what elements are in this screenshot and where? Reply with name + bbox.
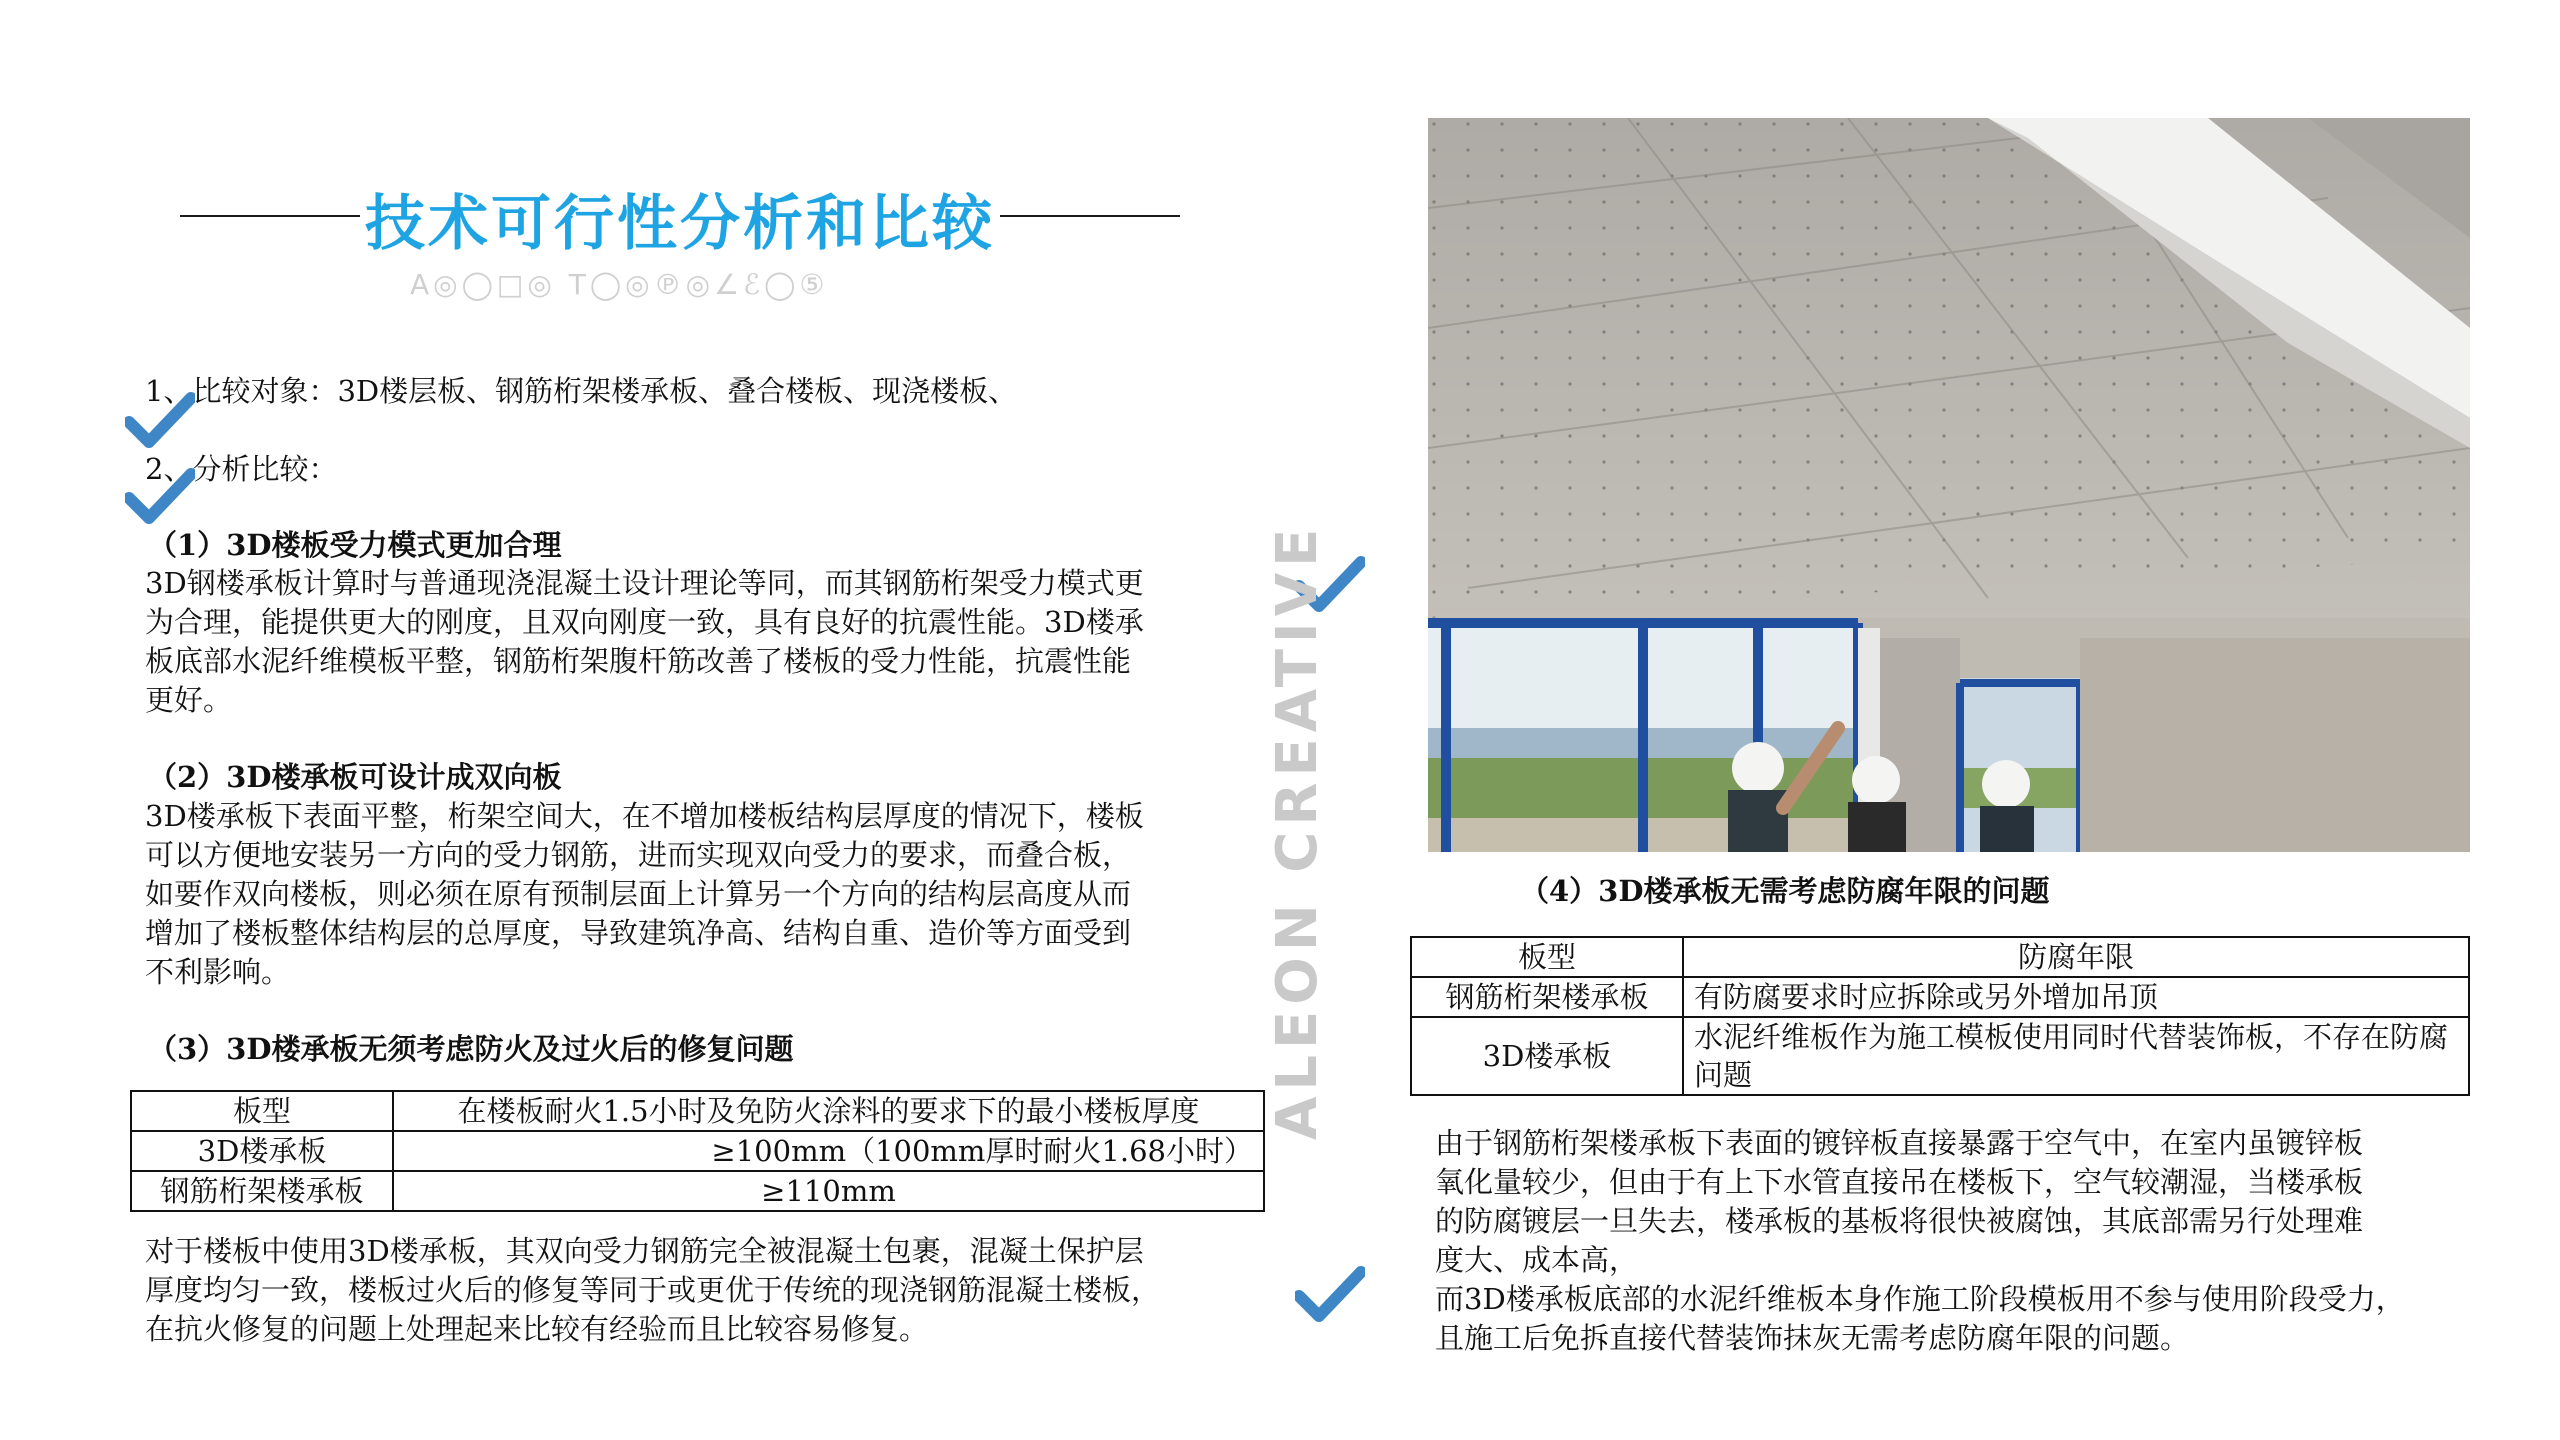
- section4-line: 且施工后免拆直接代替装饰抹灰无需考虑防腐年限的问题。: [1435, 1321, 2190, 1355]
- table-cell: 钢筋桁架楼承板: [131, 1171, 393, 1211]
- section1-line: 3D钢楼承板计算时与普通现浇混凝土设计理论等同，而其钢筋桁架受力模式更: [145, 566, 1144, 600]
- table-cell: 水泥纤维板作为施工模板使用同时代替装饰板，不存在防腐问题: [1683, 1017, 2469, 1095]
- section4-line: 的防腐镀层一旦失去，楼承板的基板将很快被腐蚀，其底部需另行处理难: [1435, 1204, 2364, 1238]
- section2-line: 3D楼承板下表面平整，桁架空间大，在不增加楼板结构层厚度的情况下，楼板: [145, 799, 1144, 833]
- section2-body: [145, 797, 1275, 992]
- table-cell: ≥100mm（100mm厚时耐火1.68小时）: [393, 1131, 1264, 1171]
- check-icon: [125, 392, 195, 450]
- table-row: [131, 1171, 1264, 1211]
- section2-heading: （2）3D楼承板可设计成双向板: [148, 760, 562, 794]
- section3-heading: （3）3D楼承板无须考虑防火及过火后的修复问题: [148, 1032, 794, 1066]
- section2-line: 增加了楼板整体结构层的总厚度，导致建筑净高、结构自重、造价等方面受到: [145, 916, 1132, 950]
- table-row: [1411, 1017, 2469, 1095]
- section4-line: 由于钢筋桁架楼承板下表面的镀锌板直接暴露于空气中，在室内虽镀锌板: [1435, 1126, 2364, 1160]
- section3-line: 对于楼板中使用3D楼承板，其双向受力钢筋完全被混凝土包裹，混凝土保护层: [145, 1234, 1144, 1268]
- table-cell: 钢筋桁架楼承板: [1411, 977, 1683, 1017]
- section1-line: 板底部水泥纤维模板平整，钢筋桁架腹杆筋改善了楼板的受力性能，抗震性能: [145, 644, 1132, 678]
- table-cell: ≥110mm: [393, 1171, 1264, 1211]
- table-cell: 有防腐要求时应拆除或另外增加吊顶: [1683, 977, 2469, 1017]
- section3-body: [145, 1232, 1285, 1349]
- title-rule-right: [1000, 215, 1180, 217]
- check-icon: [125, 468, 195, 526]
- table-row: [1411, 977, 2469, 1017]
- section4-line: 而3D楼承板底部的水泥纤维板本身作施工阶段模板用不参与使用阶段受力，: [1435, 1282, 2405, 1316]
- table-cell: 3D楼承板: [1411, 1017, 1683, 1095]
- section4-line: 氧化量较少，但由于有上下水管直接吊在楼板下，空气较潮湿，当楼承板: [1435, 1165, 2364, 1199]
- section1-heading: （1）3D楼板受力模式更加合理: [148, 528, 562, 562]
- page-title: 技术可行性分析和比较: [365, 189, 995, 259]
- section1-line: 为合理，能提供更大的刚度，且双向刚度一致，具有良好的抗震性能。3D楼承: [145, 605, 1144, 639]
- table-row: [131, 1131, 1264, 1171]
- check-icon: [1295, 1266, 1365, 1324]
- construction-photo: [1428, 118, 2470, 852]
- title-rule-left: [180, 215, 360, 217]
- section2-line: 不利影响。: [145, 955, 291, 989]
- table-header-cell: 防腐年限: [1683, 937, 2469, 977]
- brand-vertical-text: ALEON CREATIVE: [1265, 522, 1330, 1140]
- section4-body: [1435, 1124, 2485, 1358]
- table-header-cell: 板型: [1411, 937, 1683, 977]
- section1-body: [145, 564, 1275, 720]
- table-header-row: [1411, 937, 2469, 977]
- section2-line: 可以方便地安装另一方向的受力钢筋，进而实现双向受力的要求，而叠合板，: [145, 838, 1132, 872]
- compare-objects: 1、比较对象：3D楼层板、钢筋桁架楼承板、叠合楼板、现浇楼板、: [145, 374, 1018, 408]
- table-header-cell: 在楼板耐火1.5小时及免防火涂料的要求下的最小楼板厚度: [393, 1091, 1264, 1131]
- fire-resistance-table: [130, 1090, 1265, 1212]
- table-cell: 3D楼承板: [131, 1131, 393, 1171]
- analysis-heading: 2、分析比较：: [145, 452, 338, 486]
- section3-line: 厚度均匀一致，楼板过火后的修复等同于或更优于传统的现浇钢筋混凝土楼板，: [145, 1273, 1161, 1307]
- section4-line: 度大、成本高，: [1435, 1243, 1639, 1277]
- section3-line: 在抗火修复的问题上处理起来比较有经验而且比较容易修复。: [145, 1312, 929, 1346]
- page-subtitle: A◎◯□◎ T◯◎℗◎∠ℰ◯⑤: [410, 268, 829, 301]
- section4-heading: （4）3D楼承板无需考虑防腐年限的问题: [1520, 874, 2050, 908]
- table-header-row: [131, 1091, 1264, 1131]
- section1-line: 更好。: [145, 683, 233, 717]
- ceiling-photo-illustration: [1428, 118, 2470, 852]
- table-header-cell: 板型: [131, 1091, 393, 1131]
- section2-line: 如要作双向楼板，则必须在原有预制层面上计算另一个方向的结构层高度从而: [145, 877, 1132, 911]
- title-block: [180, 170, 1180, 260]
- anticorrosion-table: [1410, 936, 2470, 1096]
